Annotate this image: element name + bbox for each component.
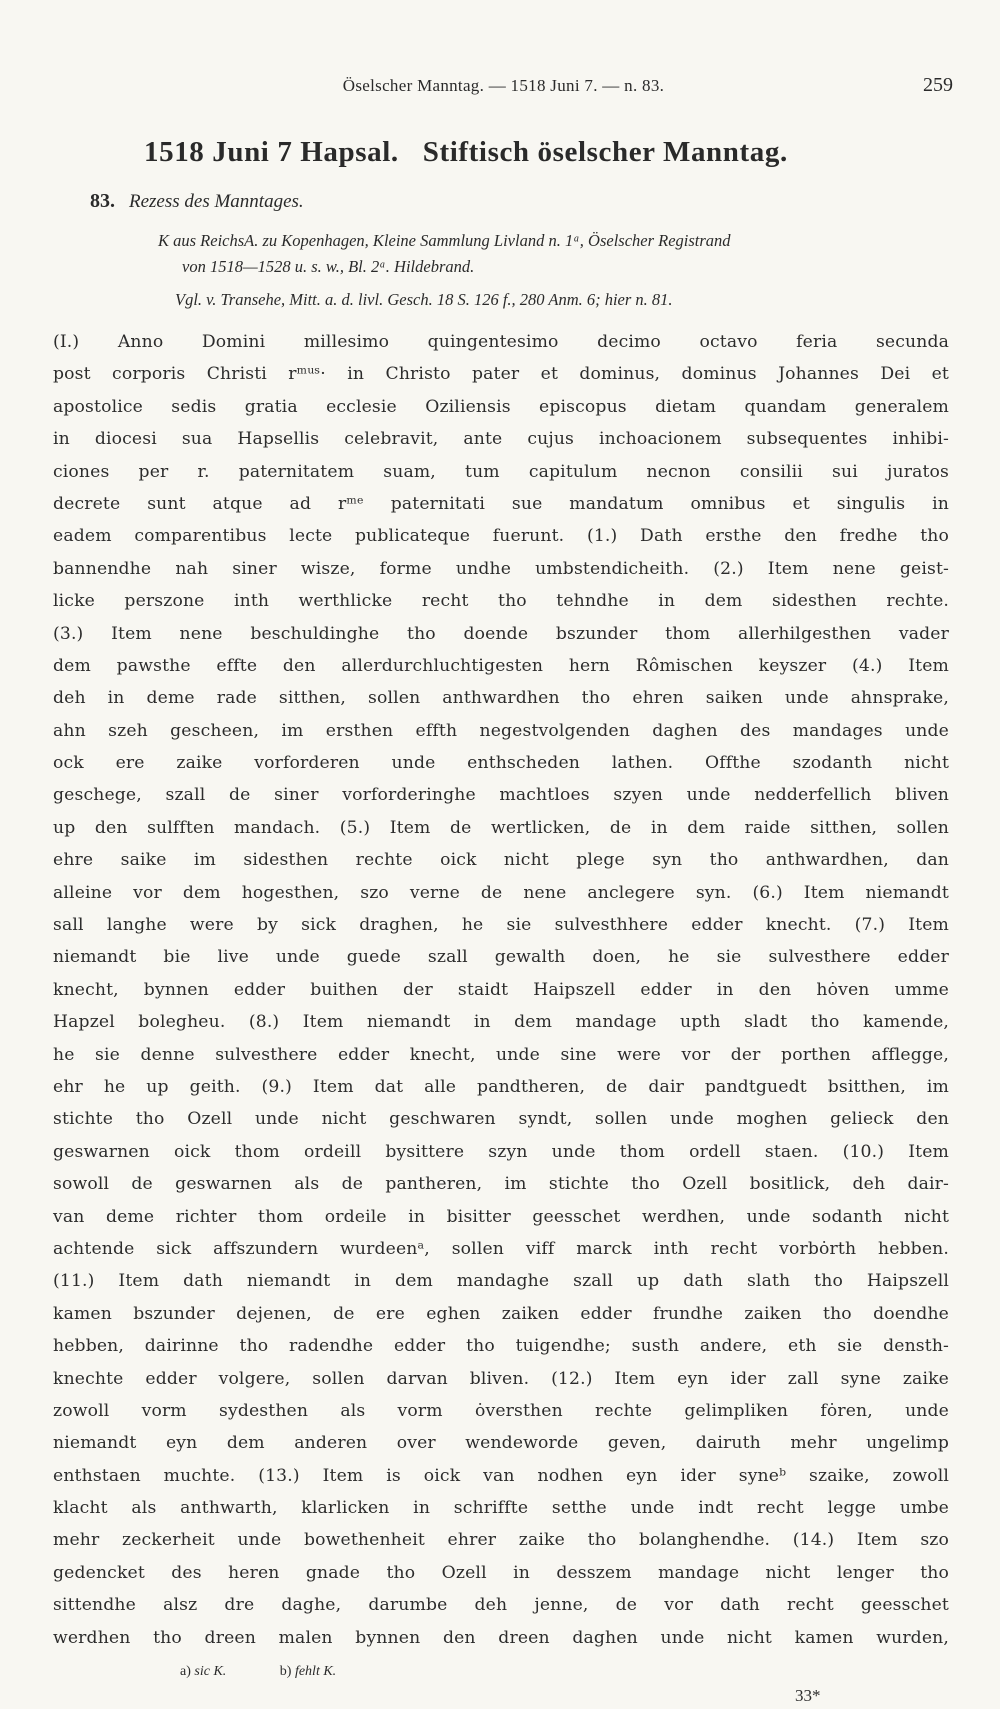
- running-head: [52, 76, 955, 104]
- body-line: ock ere zaike vorforderen unde enthscheden lathen. Offthe szodanth nicht: [53, 753, 949, 774]
- body-line: niemandt eyn dem anderen over wendeworde geven, dairuth mehr ungelimp: [53, 1433, 949, 1454]
- body-line: van deme richter thom ordeile in bisitter geesschet werdhen, unde sodanth nicht: [53, 1206, 949, 1227]
- body-line: Hapzel bolegheu. (8.) Item niemandt in dem mandage upth sladt tho kamende,: [53, 1012, 949, 1033]
- body-line: sittendhe alsz dre daghe, darumbe deh jenne, de vor dath recht geesschet: [53, 1595, 949, 1616]
- source-line-1: K aus ReichsA. zu Kopenhagen, Kleine Sammlung Livland n. 1ᵃ, Öselscher Registrand: [158, 231, 731, 250]
- entry-label: Rezess des Manntages.: [129, 191, 304, 212]
- entry-number: 83.: [90, 190, 115, 212]
- body-line: ehr he up geith. (9.) Item dat alle pandtheren, de dair pandtguedt bsitthen, im: [53, 1076, 949, 1097]
- body-line: apostolice sedis gratia ecclesie Oziliensis episcopus dietam quandam generalem: [53, 396, 949, 417]
- body-line: (3.) Item nene beschuldinghe tho doende bszunder thom allerhilgesthen vader: [53, 623, 949, 644]
- body-text: [53, 326, 949, 1654]
- body-line: ciones per r. paternitatem suam, tum capitulum necnon consilii sui juratos: [53, 461, 949, 482]
- body-line: dem pawsthe effte den allerdurchluchtigesten hern Rômischen keyszer (4.) Item: [53, 655, 949, 676]
- source-line-3: Vgl. v. Transehe, Mitt. a. d. livl. Gesch. 18 S. 126 f., 280 Anm. 6; hier n. 81.: [175, 290, 673, 309]
- document-title: [144, 136, 788, 169]
- body-line: decrete sunt atque ad rᵐᵉ paternitati sue mandatum omnibus et singulis in: [53, 493, 949, 514]
- body-line: klacht als anthwarth, klarlicken in schriffte setthe unde indt recht legge umbe: [53, 1498, 949, 1519]
- body-line: alleine vor dem hogesthen, szo verne de nene anclegere syn. (6.) Item niemandt: [53, 882, 949, 903]
- title-subject: Stiftisch öselscher Manntag.: [422, 136, 788, 168]
- body-line: kamen bszunder dejenen, de ere eghen zaiken edder frundhe zaiken tho doendhe: [53, 1303, 949, 1324]
- body-line: geschege, szall de siner vorforderinghe machtloes szyen unde nedderfellich bliven: [53, 785, 949, 806]
- body-line: eadem comparentibus lecte publicateque fuerunt. (1.) Dath ersthe den fredhe tho: [53, 526, 949, 547]
- body-line: enthstaen muchte. (13.) Item is oick van nodhen eyn ider syneᵇ szaike, zowoll: [53, 1465, 949, 1486]
- body-line: licke perszone inth werthlicke recht tho tehndhe in dem sidesthen rechte.: [53, 591, 949, 612]
- body-line: knechte edder volgere, sollen darvan bliven. (12.) Item eyn ider zall syne zaike: [53, 1368, 949, 1389]
- body-line: gedencket des heren gnade tho Ozell in desszem mandage nicht lenger tho: [53, 1562, 949, 1583]
- body-line: bannendhe nah siner wisze, forme undhe umbstendicheith. (2.) Item nene geist-: [53, 558, 949, 579]
- body-line: knecht, bynnen edder buithen der staidt Haipszell edder in den hȯven umme: [53, 979, 949, 1000]
- footnote-b: b) fehlt K.: [279, 1664, 337, 1679]
- body-line: sall langhe were by sick draghen, he sie sulvesthhere edder knecht. (7.) Item: [53, 915, 949, 936]
- body-line: post corporis Christi rᵐᵘˢ· in Christo pater et dominus, dominus Johannes Dei et: [53, 364, 949, 385]
- running-head-text: Öselscher Manntag. — 1518 Juni 7. — n. 83.: [342, 76, 665, 95]
- title-date-place: 1518 Juni 7 Hapsal.: [144, 136, 399, 168]
- body-line: in diocesi sua Hapsellis celebravit, ante cujus inchoacionem subsequentes inhibi-: [53, 429, 949, 450]
- body-line: deh in deme rade sitthen, sollen anthwardhen tho ehren saiken unde ahnsprake,: [53, 688, 949, 709]
- body-line: werdhen tho dreen malen bynnen den dreen daghen unde nicht kamen wurden,: [53, 1627, 949, 1648]
- body-line: niemandt bie live unde guede szall gewalth doen, he sie sulvesthere edder: [53, 947, 949, 968]
- footnote-a: a) sic K.: [180, 1664, 227, 1679]
- body-line: zowoll vorm sydesthen als vorm ȯversthen rechte gelimpliken fȯren, unde: [53, 1400, 949, 1421]
- entry-heading: [90, 190, 304, 213]
- body-line: (11.) Item dath niemandt in dem mandaghe szall up dath slath tho Haipszell: [53, 1271, 949, 1292]
- body-line: mehr zeckerheit unde bowethenheit ehrer zaike tho bolanghendhe. (14.) Item szo: [53, 1530, 949, 1551]
- body-line: achtende sick affszundern wurdeenᵃ, sollen viff marck inth recht vorbȯrth hebben.: [53, 1238, 949, 1259]
- body-line: he sie denne sulvesthere edder knecht, unde sine were vor der porthen afflegge,: [53, 1044, 949, 1065]
- body-line: ahn szeh gescheen, im ersthen effth negestvolgenden daghen des mandages unde: [53, 720, 949, 741]
- body-line: (I.) Anno Domini millesimo quingentesimo decimo octavo feria secunda: [53, 332, 949, 352]
- body-line: up den sulfften mandach. (5.) Item de wertlicken, de in dem raide sitthen, sollen: [53, 817, 949, 838]
- footnotes: [180, 1664, 386, 1680]
- body-line: geswarnen oick thom ordeill bysittere szyn unde thom ordell staen. (10.) Item: [53, 1141, 949, 1162]
- source-note: [158, 228, 958, 313]
- signature-mark: 33*: [795, 1686, 821, 1705]
- body-line: hebben, dairinne tho radendhe edder tho tuigendhe; susth andere, eth sie densth-: [53, 1336, 949, 1357]
- body-line: stichte tho Ozell unde nicht geschwaren syndt, sollen unde moghen gelieck den: [53, 1109, 949, 1130]
- body-line: ehre saike im sidesthen rechte oick nicht plege syn tho anthwardhen, dan: [53, 850, 949, 871]
- page-number: 259: [923, 74, 953, 96]
- source-line-2: von 1518—1528 u. s. w., Bl. 2ᵃ. Hildebrand.: [182, 257, 475, 276]
- body-line: sowoll de geswarnen als de pantheren, im stichte tho Ozell bositlick, deh dair-: [53, 1174, 949, 1195]
